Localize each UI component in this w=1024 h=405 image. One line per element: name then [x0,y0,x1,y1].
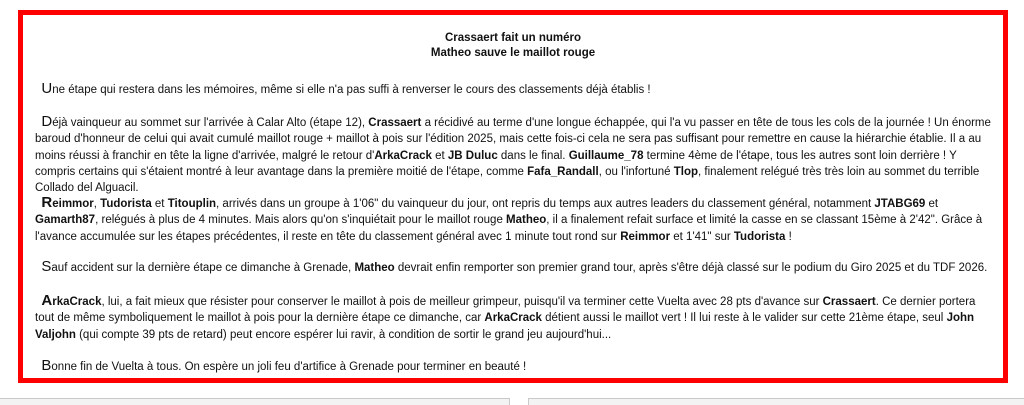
bold-name: Crassaert [368,117,422,129]
bold-name: JTABG69 [874,198,926,210]
text-run: ! [785,230,792,243]
article-title: Crassaert fait un numéro [444,32,582,44]
text-run: Une étape qui restera dans les mémoires, même si elle n'a pas suffi à renverser le cours des classements déjà établis ! [41,80,651,97]
text-run: , finalement relégué très très loin au sommet du terrible Collado del Alguacil. [35,165,980,195]
paragraph-intro [35,81,995,98]
article-frame [18,10,1008,383]
drop-cap: D [41,113,53,130]
drop-cap: A [41,292,53,309]
text-run: devrait enfin remporter son premier grand tour, après s'être déjà classé sur le podium du Giro 2025 et du TDF 2026. [394,262,988,274]
text-run: Sauf accident sur la dernière étape ce dimanche à Grenade, [41,258,355,275]
bold-name: ArkaCrack [41,292,102,309]
bold-name: ArkaCrack [374,149,432,162]
text-run: (qui compte 39 pts de retard) peut encore espérer lui ravir, à condition de sortir le grand jeu aujourd'hui... [75,328,612,341]
bold-name: Guillaume_78 [568,149,644,162]
text-run: termine 4ème de l'étape, tous les autres sont loin derrière ! Y compris certains qui s'étaient montré à leur avantage dans la première moitié de l'étape, comme [35,149,957,178]
paragraph-general-classification [35,195,995,245]
text-run: , lui, a fait mieux que résister pour conserver le maillot à pois de meilleur grimpeur, puisqu'il va terminer cette Vuelta avec 28 pts d'avance sur [101,296,823,308]
text-run: Déjà vainqueur au sommet sur l'arrivée à Calar Alto (étape 12), [41,113,369,130]
text-run: , [93,198,101,210]
drop-cap: S [41,258,52,275]
text-run: , arrivés dans un groupe à 1'06" du vainqueur du jour, ont repris du temps aux autres leaders du classement général, notamment [216,198,875,210]
text-run: et [431,149,448,162]
bold-name: Gamarth87 [35,214,96,227]
paragraph-arkacrack [35,293,995,343]
text-run: , relégués à plus de 4 minutes. Mais alors qu'on s'inquiétait pour le maillot rouge [95,214,507,227]
text-run: détient aussi le maillot vert ! Il lui reste à le valider sur cette 21ème étape, seul [541,312,947,325]
paragraph-matheo [35,259,995,276]
bold-name: ArkaCrack [484,312,542,325]
bold-name: Titouplin [167,198,217,210]
bottom-panel-right [528,398,1024,405]
bold-name: John Valjohn [35,312,975,341]
bold-name: Tlop [673,165,699,178]
bold-name: Tudorista [733,230,786,243]
bold-name: Reimmor [41,194,94,211]
bold-name: JB Duluc [447,149,498,162]
bold-name: Tudorista [100,198,152,210]
text-run: et [151,198,168,210]
bold-name: Crassaert [822,296,876,308]
paragraph-crassaert [35,114,995,196]
bottom-panel-left [0,398,510,405]
bold-name: Matheo [506,214,547,227]
text-run: dans le final. [497,149,569,162]
text-run: et 1'41" sur [670,230,734,243]
text-run: Bonne fin de Vuelta à tous. On espère un joli feu d'artifice à Grenade pour terminer en beauté ! [41,357,527,374]
bold-name: Matheo [354,262,395,274]
text-run: , il a finalement refait surface et limité la casse en se classant 15ème à 2'42". Grâce à l'avance accumulée sur les étapes précédentes, il reste en tête du classement général avec 1 minute tout rond sur [35,214,983,243]
article-subtitle: Matheo sauve le maillot rouge [430,47,596,59]
text-run: et [925,198,939,210]
drop-cap: R [41,194,53,211]
article-header [23,31,1003,61]
text-run: . Ce dernier portera tout de même symboliquement le maillot à pois pour la dernière étape ce dimanche, car [35,296,976,325]
bold-name: Fafa_Randall [527,165,599,178]
text-run: a récidivé au terme d'une longue échappée, qui l'a vu passer en tête de tous les cols de la journée ! Un énorme baroud d'honneur de celui qui avait cumulé maillot rouge + maillot à pois sur l'édition 2025, mais cette fois-ci cela ne sera pas suffisant pour remettre en cause la hiérarchie établie. Il a au moins réussi à franchir en tête la ligne d'arrivée, malgré le retour d' [35,117,991,162]
drop-cap: U [41,80,53,97]
bold-name: Reimmor [620,230,671,243]
text-run: , ou l'infortuné [598,165,674,178]
paragraph-closing [35,358,995,375]
drop-cap: B [41,357,52,374]
